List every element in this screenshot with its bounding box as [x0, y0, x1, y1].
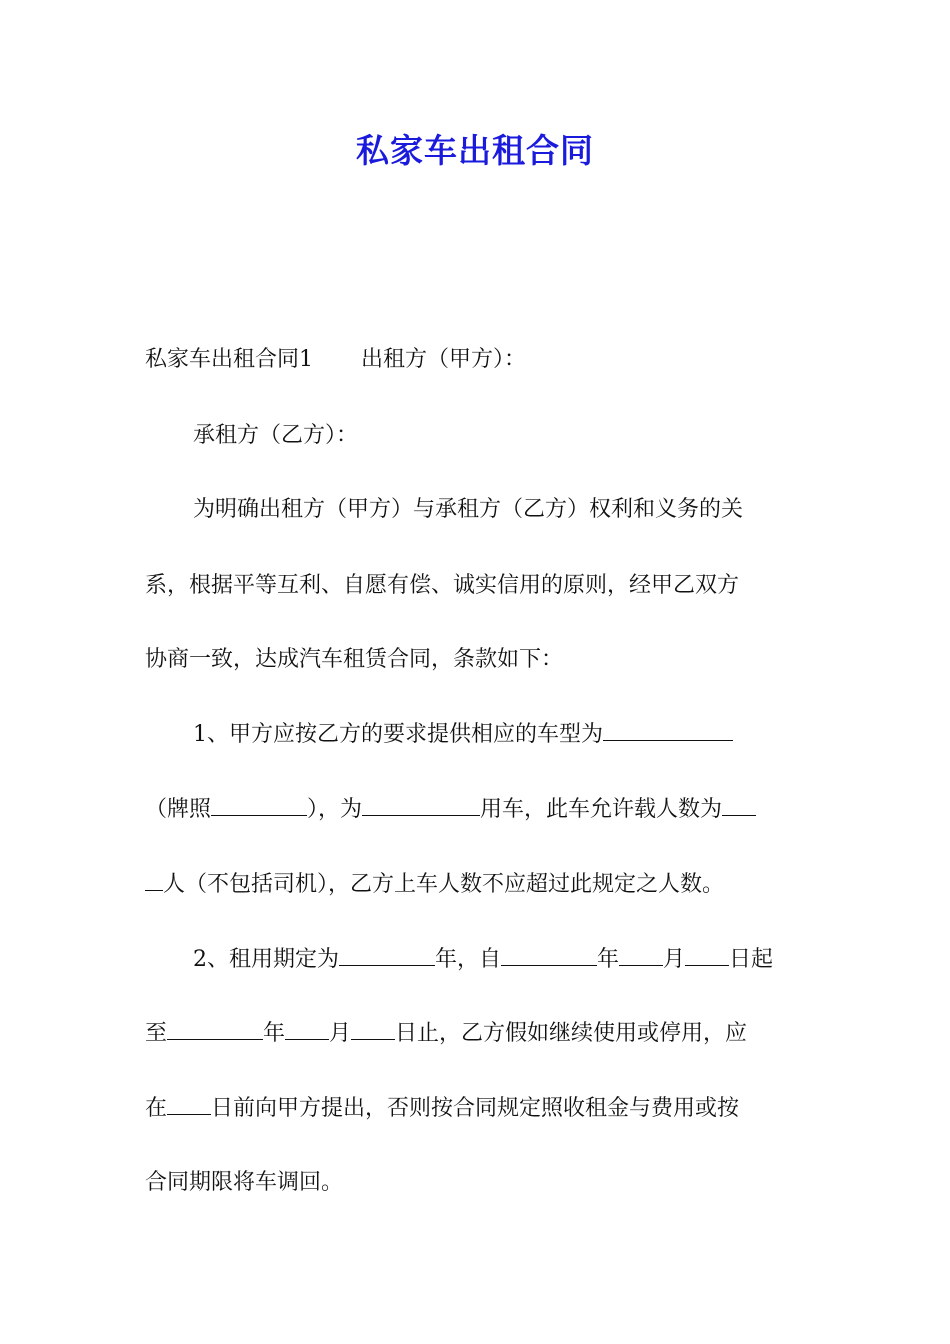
- intro-line-1: 为明确出租方（甲方）与承租方（乙方）权利和义务的关: [193, 497, 744, 522]
- clause-1-line-3: 人（不包括司机），乙方上车人数不应超过此规定之人数。: [145, 868, 810, 902]
- term-years-blank: [339, 945, 435, 966]
- start-month-blank: [619, 945, 663, 966]
- clause-1-line-1: 1、甲方应按乙方的要求提供相应的车型为: [193, 718, 810, 752]
- vehicle-model-blank: [603, 720, 733, 741]
- clause-2-line-3: 在 日前向甲方提出，否则按合同规定照收租金与费用或按: [145, 1096, 740, 1121]
- usage-blank: [362, 795, 480, 816]
- license-plate-blank: [211, 795, 307, 816]
- lessee-label: 承租方（乙方）：: [193, 423, 359, 448]
- end-day-blank: [351, 1019, 395, 1040]
- clause-1-line-2: （牌照 ），为 用车，此车允许载人数为: [145, 793, 810, 827]
- start-year-blank: [501, 945, 597, 966]
- intro-line-3: 协商一致，达成汽车租赁合同，条款如下：: [145, 647, 564, 672]
- passenger-count-blank: [722, 795, 756, 816]
- clause-2-line-1: 2、租用期定为 年，自 年 月 日起: [193, 947, 774, 972]
- section-heading: 私家车出租合同1: [145, 347, 313, 372]
- end-month-blank: [285, 1019, 329, 1040]
- start-day-blank: [685, 945, 729, 966]
- notice-days-blank: [167, 1094, 211, 1115]
- passenger-count-blank-cont: [145, 870, 163, 891]
- intro-line-2: 系，根据平等互利、自愿有偿、诚实信用的原则，经甲乙双方: [145, 573, 740, 598]
- end-year-blank: [167, 1019, 263, 1040]
- lessor-label: 出租方（甲方）：: [361, 347, 527, 372]
- clause-2-line-4: 合同期限将车调回。: [145, 1170, 344, 1195]
- clause-2-line-2: 至 年 月 日止，乙方假如继续使用或停用，应: [145, 1021, 748, 1046]
- header-line: [145, 343, 810, 377]
- document-title: 私家车出租合同: [356, 131, 594, 170]
